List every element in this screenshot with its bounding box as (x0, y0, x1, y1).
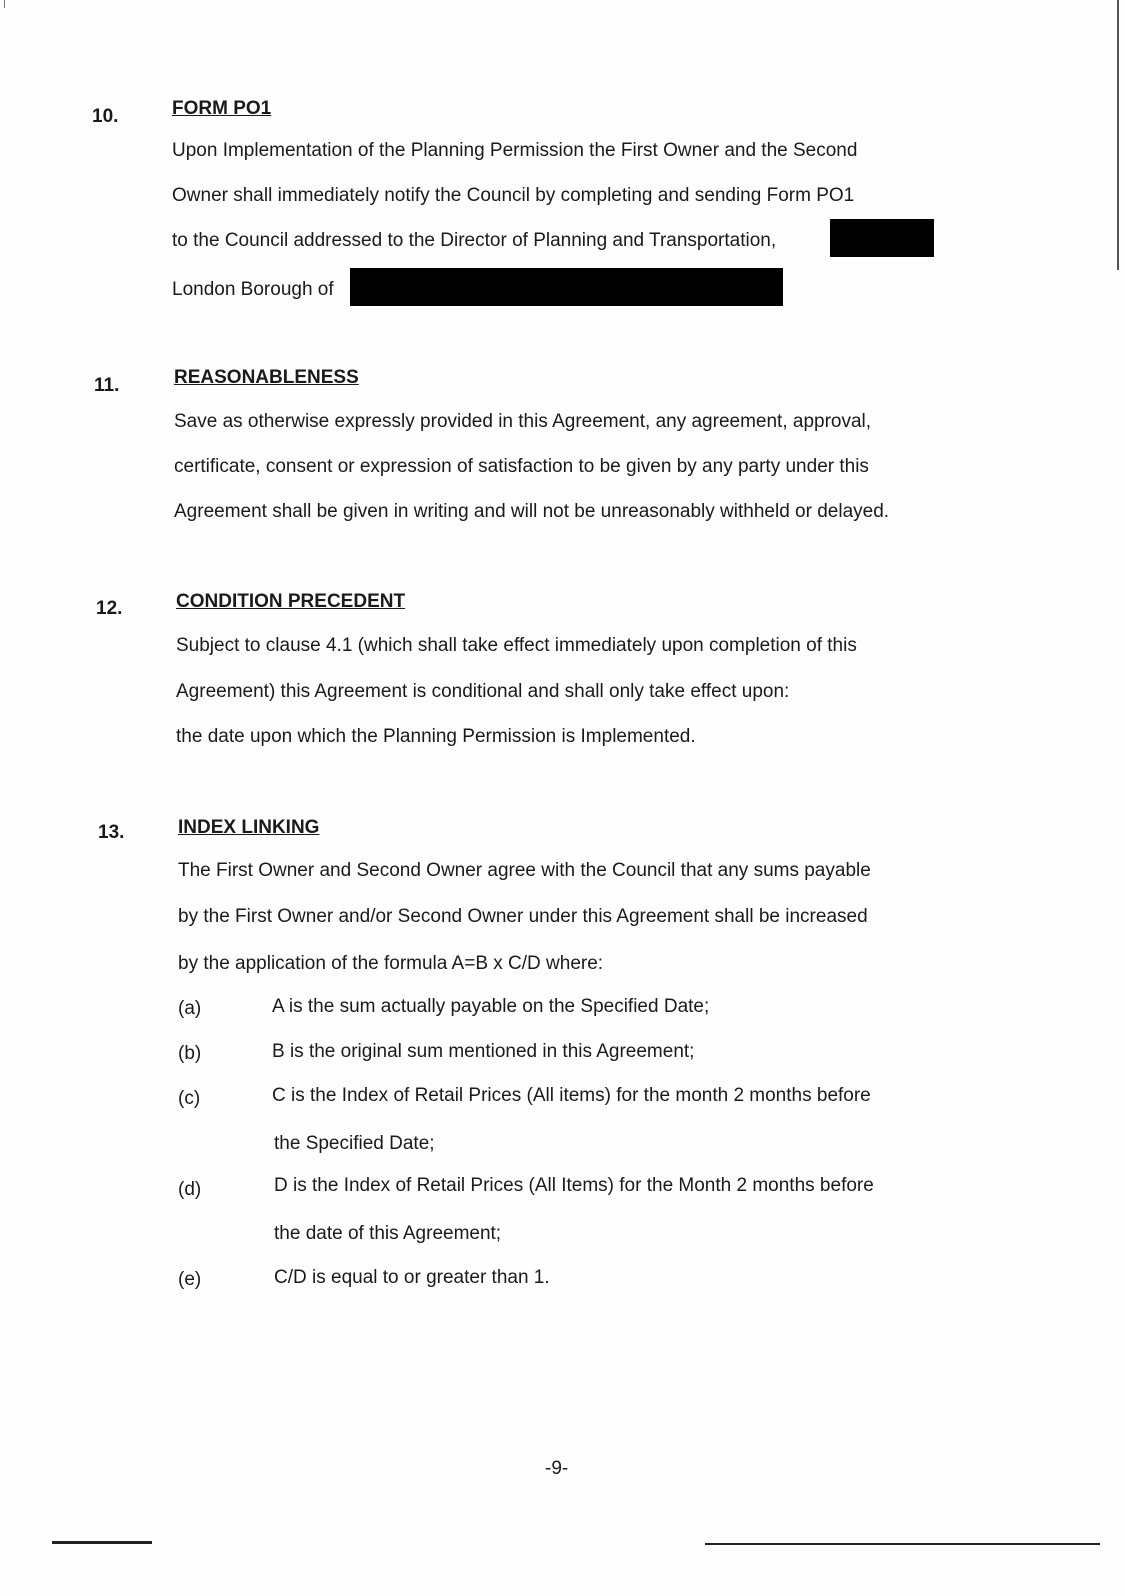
section-title-form-po1: FORM PO1 (172, 98, 272, 119)
section-11-line-3: Agreement shall be given in writing and will not be unreasonably withheld or delayed. (174, 501, 890, 522)
section-13-line-3: by the application of the formula A=B x C/D where: (178, 953, 604, 974)
footer-rule-right (705, 1543, 1100, 1545)
section-number-12: 12. (96, 598, 123, 619)
section-11-line-2: certificate, consent or expression of satisfaction to be given by any party under this (174, 456, 869, 477)
section-12-line-2: Agreement) this Agreement is conditional and shall only take effect upon: (176, 681, 790, 702)
list-item-label-b: (b) (178, 1043, 202, 1064)
page-number: -9- (545, 1458, 569, 1479)
list-item-e-text: C/D is equal to or greater than 1. (274, 1267, 550, 1288)
section-10-line-2: Owner shall immediately notify the Council by completing and sending Form PO1 (172, 185, 855, 206)
scan-edge-line (1117, 0, 1119, 270)
section-12-line-1: Subject to clause 4.1 (which shall take effect immediately upon completion of this (176, 635, 857, 656)
section-13-line-1: The First Owner and Second Owner agree with the Council that any sums payable (178, 860, 871, 881)
section-10-line-1: Upon Implementation of the Planning Permission the First Owner and the Second (172, 140, 858, 161)
section-title-reasonableness: REASONABLENESS (174, 367, 359, 388)
scan-mark (4, 0, 5, 8)
list-item-c-text-1: C is the Index of Retail Prices (All items) for the month 2 months before (272, 1085, 871, 1106)
section-title-index-linking: INDEX LINKING (178, 817, 320, 838)
section-13-line-2: by the First Owner and/or Second Owner under this Agreement shall be increased (178, 906, 868, 927)
list-item-d-text-2: the date of this Agreement; (274, 1223, 502, 1244)
redaction-box (350, 268, 783, 306)
list-item-a-text: A is the sum actually payable on the Specified Date; (272, 996, 710, 1017)
list-item-label-c: (c) (178, 1088, 201, 1109)
section-10-line-4: London Borough of (172, 279, 334, 300)
section-12-line-3: the date upon which the Planning Permission is Implemented. (176, 726, 696, 747)
footer-rule-left (52, 1541, 152, 1544)
section-number-11: 11. (94, 375, 120, 396)
list-item-label-e: (e) (178, 1269, 202, 1290)
list-item-c-text-2: the Specified Date; (274, 1133, 435, 1154)
section-title-condition-precedent: CONDITION PRECEDENT (176, 591, 406, 612)
section-10-line-3: to the Council addressed to the Director of Planning and Transportation, (172, 230, 777, 251)
redaction-box (830, 219, 934, 257)
list-item-label-d: (d) (178, 1179, 202, 1200)
section-number-10: 10. (92, 106, 119, 127)
list-item-d-text-1: D is the Index of Retail Prices (All Items) for the Month 2 months before (274, 1175, 874, 1196)
list-item-label-a: (a) (178, 998, 202, 1019)
list-item-b-text: B is the original sum mentioned in this Agreement; (272, 1041, 695, 1062)
section-11-line-1: Save as otherwise expressly provided in this Agreement, any agreement, approval, (174, 411, 872, 432)
section-number-13: 13. (98, 822, 125, 843)
